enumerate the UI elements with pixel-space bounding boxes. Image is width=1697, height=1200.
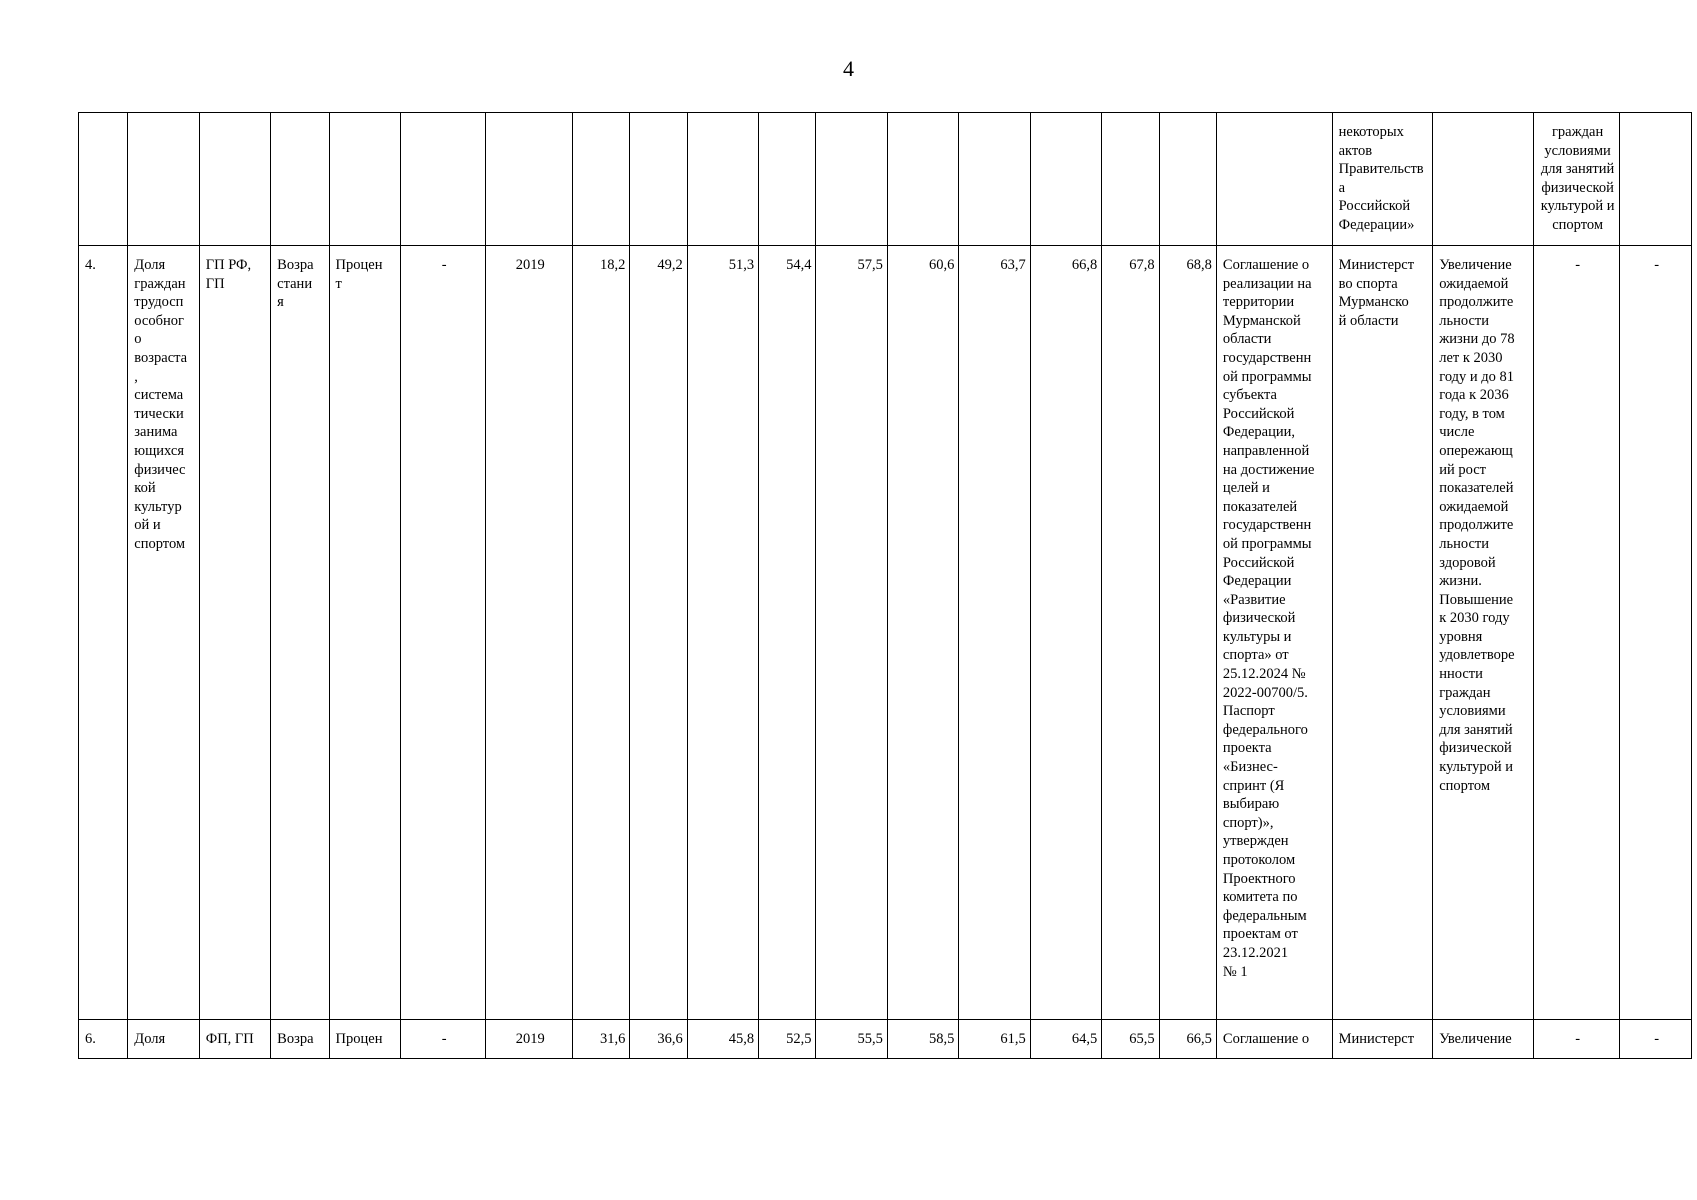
- cell-unit: [329, 113, 400, 246]
- cell-value: [1159, 113, 1216, 246]
- cell-value: 61,5: [959, 1020, 1030, 1059]
- page-number: 4: [843, 56, 854, 81]
- cell-value: 65,5: [1102, 1020, 1159, 1059]
- cell-goal-link: [1433, 113, 1534, 246]
- cell-value: 57,5: [816, 246, 887, 1020]
- cell-value: 66,5: [1159, 1020, 1216, 1059]
- cell-value: 31,6: [573, 1020, 630, 1059]
- cell-value: 36,6: [630, 1020, 687, 1059]
- cell-value: 52,5: [759, 1020, 816, 1059]
- cell-goal-link: Увеличение: [1433, 1020, 1534, 1059]
- cell-trend: [271, 113, 329, 246]
- cell-unit: Процен: [329, 1020, 400, 1059]
- cell-value: [759, 113, 816, 246]
- cell-level: ГП РФ, ГП: [199, 246, 270, 1020]
- cell-responsible: Министерст: [1332, 1020, 1433, 1059]
- cell-value: [959, 113, 1030, 246]
- cell-value: 64,5: [1030, 1020, 1101, 1059]
- indicators-table: [78, 112, 1692, 1059]
- cell-name: Доля: [128, 1020, 199, 1059]
- cell-value: 49,2: [630, 246, 687, 1020]
- cell-extra: граждан условиями для занятий физической культурой и спортом: [1533, 113, 1620, 246]
- cell-value: [687, 113, 758, 246]
- cell-extra: -: [1620, 1020, 1692, 1059]
- cell-value: 54,4: [759, 246, 816, 1020]
- cell-document: Соглашение о: [1216, 1020, 1332, 1059]
- cell-base-year: 2019: [486, 1020, 573, 1059]
- cell-trend: Возра стани я: [271, 246, 329, 1020]
- cell-base-year: 2019: [486, 246, 573, 1020]
- cell-base-value: -: [400, 246, 486, 1020]
- cell-responsible: некоторых актов Правительства Российской Федерации»: [1332, 113, 1433, 246]
- table-row: [79, 1020, 1692, 1059]
- cell-level: ФП, ГП: [199, 1020, 270, 1059]
- cell-base-year: [486, 113, 573, 246]
- cell-value: 68,8: [1159, 246, 1216, 1020]
- cell-value: 63,7: [959, 246, 1030, 1020]
- cell-extra: -: [1533, 246, 1620, 1020]
- cell-value: [630, 113, 687, 246]
- cell-value: 66,8: [1030, 246, 1101, 1020]
- cell-value: [887, 113, 958, 246]
- table-row: [79, 113, 1692, 246]
- cell-base-value: -: [400, 1020, 486, 1059]
- cell-value: [816, 113, 887, 246]
- cell-index: 4.: [79, 246, 128, 1020]
- cell-document: Соглашение о реализации на территории Мурманской области государственн ой программы субъекта Российской Федерации, направленной на достижение целей и показателей государственн ой программы Российской Федерации «Развитие физической культуры и спорта» от 25.12.2024 № 2022-00700/5. Паспорт федерального проекта «Бизнес- спринт (Я выбираю спорт)», утвержден протоколом Проектного комитета по федеральным проектам от 23.12.2021 № 1: [1216, 246, 1332, 1020]
- cell-value: 45,8: [687, 1020, 758, 1059]
- cell-responsible: Министерст во спорта Мурманско й области: [1332, 246, 1433, 1020]
- cell-index: 6.: [79, 1020, 128, 1059]
- cell-value: 58,5: [887, 1020, 958, 1059]
- cell-value: [1030, 113, 1101, 246]
- cell-extra: -: [1533, 1020, 1620, 1059]
- cell-document: [1216, 113, 1332, 246]
- cell-extra: [1620, 113, 1692, 246]
- cell-value: 55,5: [816, 1020, 887, 1059]
- cell-level: [199, 113, 270, 246]
- cell-value: [1102, 113, 1159, 246]
- table-row: [79, 246, 1692, 1020]
- cell-value: [573, 113, 630, 246]
- cell-value: 18,2: [573, 246, 630, 1020]
- cell-value: 60,6: [887, 246, 958, 1020]
- cell-goal-link: Увеличение ожидаемой продолжите льности жизни до 78 лет к 2030 году и до 81 года к 2036 году, в том числе опережающ ий рост показателей ожидаемой продолжите льности здоровой жизни. Повышение к 2030 году уровня удовлетворе нности граждан условиями для занятий физической культурой и спортом: [1433, 246, 1534, 1020]
- cell-value: 67,8: [1102, 246, 1159, 1020]
- cell-unit: Процен т: [329, 246, 400, 1020]
- cell-base-value: [400, 113, 486, 246]
- cell-name: Доля граждан трудосп особног о возраста , система тически занима ющихся физичес кой культур ой и спортом: [128, 246, 199, 1020]
- cell-trend: Возра: [271, 1020, 329, 1059]
- cell-index: [79, 113, 128, 246]
- cell-extra: -: [1620, 246, 1692, 1020]
- cell-value: 51,3: [687, 246, 758, 1020]
- cell-name: [128, 113, 199, 246]
